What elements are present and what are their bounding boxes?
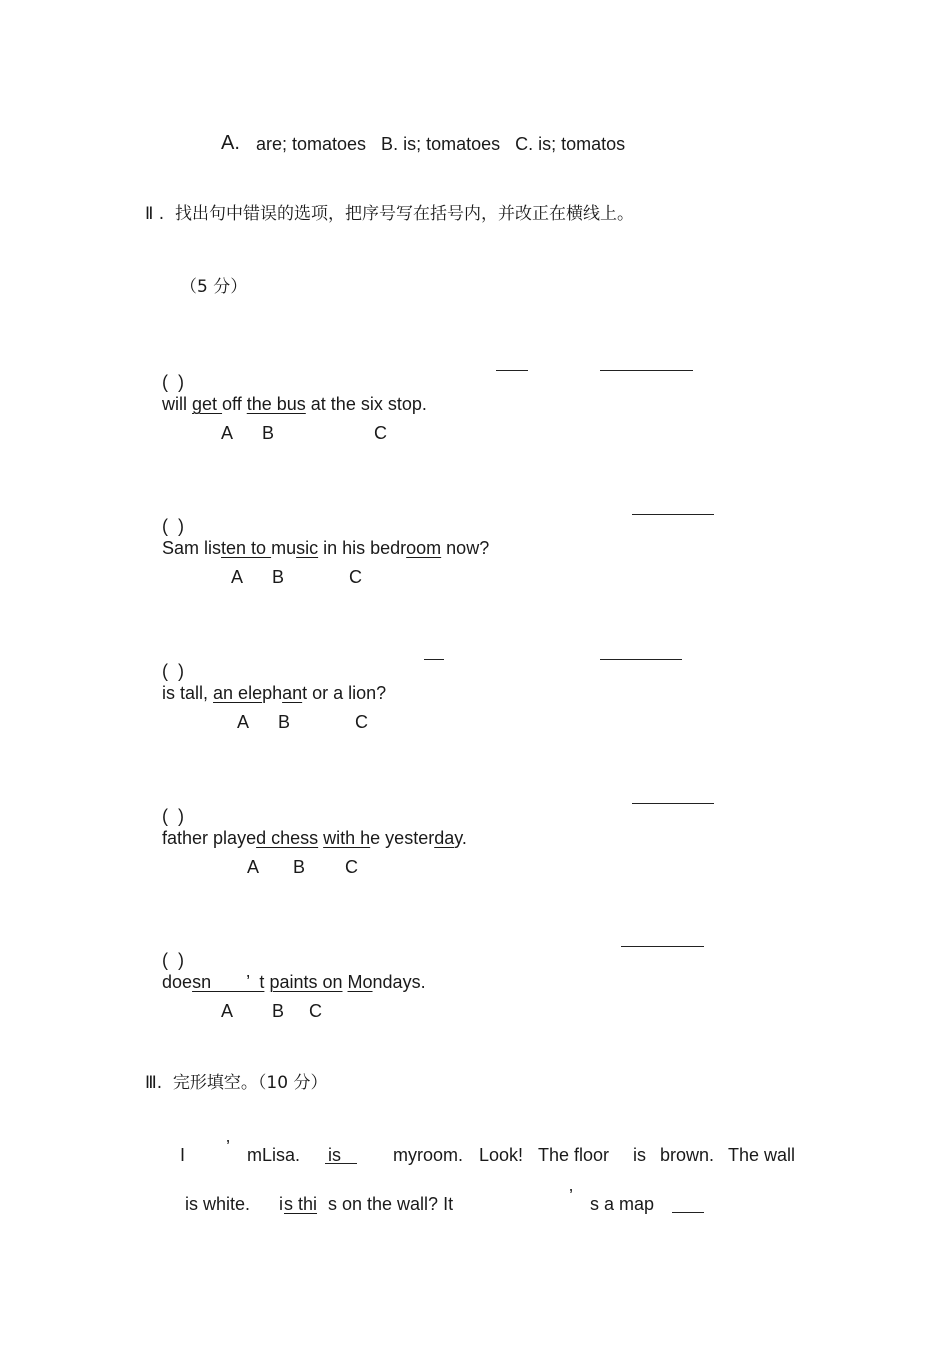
option-c-text: da <box>434 828 455 848</box>
section-2-score: （5 分） <box>180 277 248 297</box>
option-a-text: d chess <box>256 828 319 848</box>
answer-paren: ( ) <box>162 806 185 826</box>
option-c-text: Mo <box>347 972 373 992</box>
question-3: ( ) is tall, an elephant or a lion? <box>162 661 397 703</box>
answer-blank[interactable] <box>600 659 682 660</box>
answer-paren: ( ) <box>162 372 185 392</box>
option-a-text: an ele <box>213 683 263 703</box>
question-4: ( ) father played chess with he yesterday. <box>162 806 467 848</box>
option-b-text: with h <box>323 828 371 848</box>
answer-options: are; tomatoes B. is; tomatoes C. is; tomatos <box>256 134 626 154</box>
answer-blank-short[interactable] <box>496 370 528 371</box>
cloze-example-answer: is <box>328 1145 341 1165</box>
option-a-label: A. <box>221 132 240 154</box>
answer-blank[interactable] <box>632 803 714 804</box>
option-markers: A B C <box>221 1001 323 1021</box>
option-b-text: sic <box>296 538 319 558</box>
option-b-text: paints on <box>269 972 343 992</box>
answer-paren: ( ) <box>162 950 185 970</box>
option-b-text: an <box>282 683 303 703</box>
answer-blank[interactable] <box>621 946 704 947</box>
question-2: ( ) Sam listen to music in his bedroom now? <box>162 516 490 558</box>
option-a-text: get <box>192 394 223 414</box>
section-2-heading: Ⅱ . 找出句中错误的选项，把序号写在括号内，并改正在横线上。 <box>145 204 634 224</box>
question-1: ( ) will get off the bus at the six stop. <box>162 372 427 414</box>
option-markers: A B C <box>247 857 359 877</box>
cloze-blank[interactable] <box>325 1163 357 1164</box>
option-a-text: ten to <box>221 538 272 558</box>
option-markers: A B C <box>231 567 363 587</box>
question-5: ( ) doesn ’ t paints on Mondays. <box>162 950 426 992</box>
option-markers: A B C <box>237 712 369 732</box>
cloze-blank[interactable] <box>672 1212 704 1213</box>
option-b-text: the bus <box>246 394 306 414</box>
answer-blank[interactable] <box>600 370 693 371</box>
answer-paren: ( ) <box>162 516 185 536</box>
option-markers: A B C <box>221 423 388 443</box>
answer-blank-short[interactable] <box>424 659 444 660</box>
option-c-text: oom <box>406 538 442 558</box>
answer-blank[interactable] <box>632 514 714 515</box>
section-3-heading: Ⅲ. 完形填空。（10 分） <box>145 1073 328 1093</box>
answer-paren: ( ) <box>162 661 185 681</box>
option-a-text: sn ’ t <box>192 972 265 992</box>
